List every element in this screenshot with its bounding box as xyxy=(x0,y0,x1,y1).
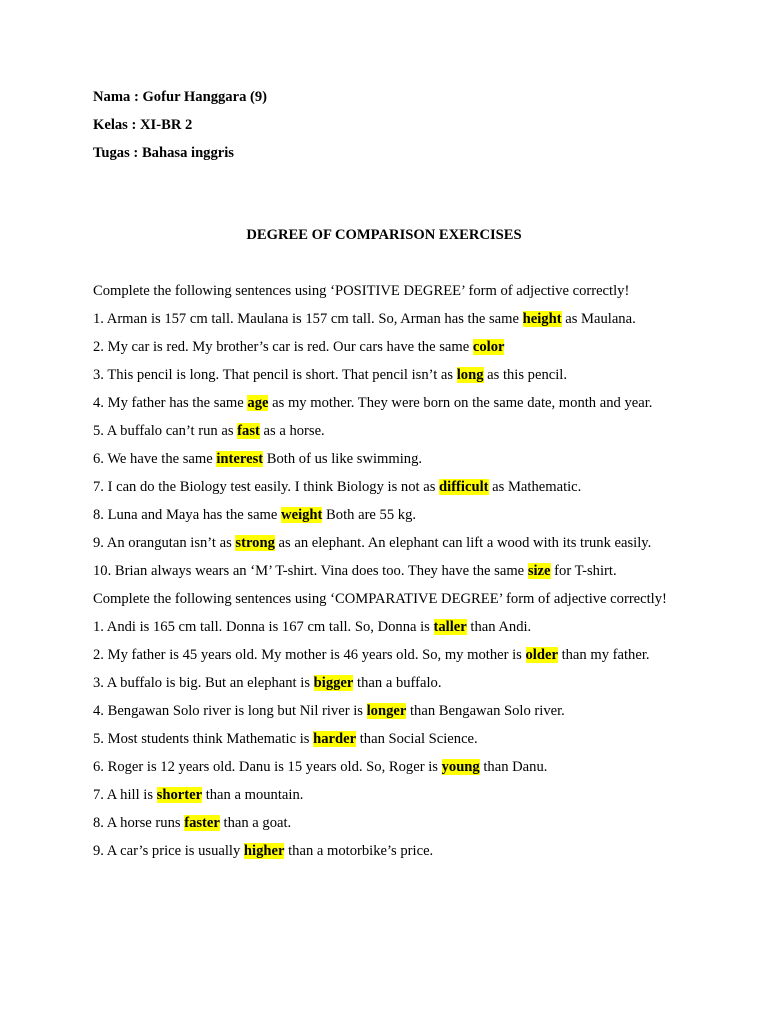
positive-instruction: Complete the following sentences using ‘POSITIVE DEGREE’ form of adjective correctly! xyxy=(93,283,630,299)
student-class: Kelas : XI-BR 2 xyxy=(93,117,193,133)
item-text: than Andi. xyxy=(466,619,532,635)
item-text: 5. A buffalo can’t run as xyxy=(93,423,238,439)
assignment-subject: Tugas : Bahasa inggris xyxy=(93,145,234,161)
comparative-item xyxy=(93,646,683,664)
answer-highlight: fast xyxy=(237,423,260,439)
item-text: 10. Brian always wears an ‘M’ T-shirt. Vina does too. They have the same xyxy=(93,563,528,579)
answer-highlight: faster xyxy=(184,815,220,831)
exercise-content xyxy=(93,282,683,870)
answer-highlight: taller xyxy=(433,619,467,635)
positive-item xyxy=(93,422,683,440)
comparative-item xyxy=(93,758,683,776)
item-text: than Bengawan Solo river. xyxy=(406,703,565,719)
positive-item xyxy=(93,450,683,468)
item-text: 9. An orangutan isn’t as xyxy=(93,535,236,551)
answer-highlight: interest xyxy=(216,451,264,467)
item-text: as my mother. They were born on the same date, month and year. xyxy=(268,395,653,411)
answer-highlight: long xyxy=(456,367,484,383)
item-text: than my father. xyxy=(557,647,650,663)
item-text: 4. Bengawan Solo river is long but Nil river is xyxy=(93,703,367,719)
answer-highlight: longer xyxy=(366,703,407,719)
student-header xyxy=(93,88,267,172)
answer-highlight: height xyxy=(522,311,562,327)
answer-highlight: strong xyxy=(235,535,275,551)
answer-highlight: young xyxy=(441,759,480,775)
positive-item xyxy=(93,562,683,580)
item-text: 7. A hill is xyxy=(93,787,157,803)
item-text: as this pencil. xyxy=(483,367,567,383)
item-text: than Danu. xyxy=(479,759,548,775)
comparative-item xyxy=(93,702,683,720)
comparative-item xyxy=(93,814,683,832)
answer-highlight: weight xyxy=(281,507,323,523)
item-text: 4. My father has the same xyxy=(93,395,248,411)
item-text: 8. Luna and Maya has the same xyxy=(93,507,282,523)
answer-highlight: size xyxy=(527,563,551,579)
answer-highlight: harder xyxy=(313,731,357,747)
item-text: 6. We have the same xyxy=(93,451,217,467)
item-text: 2. My car is red. My brother’s car is red. Our cars have the same xyxy=(93,339,473,355)
document-title: DEGREE OF COMPARISON EXERCISES xyxy=(246,227,522,243)
comparative-item xyxy=(93,730,683,748)
item-text: 6. Roger is 12 years old. Danu is 15 years old. So, Roger is xyxy=(93,759,442,775)
student-name: Nama : Gofur Hanggara (9) xyxy=(93,89,268,105)
answer-highlight: color xyxy=(472,339,505,355)
answer-highlight: difficult xyxy=(439,479,489,495)
item-text: 8. A horse runs xyxy=(93,815,185,831)
item-text: than a mountain. xyxy=(202,787,304,803)
item-text: than a buffalo. xyxy=(353,675,442,691)
positive-item xyxy=(93,534,683,552)
item-text: 5. Most students think Mathematic is xyxy=(93,731,314,747)
answer-highlight: bigger xyxy=(313,675,354,691)
answer-highlight: shorter xyxy=(156,787,203,803)
positive-item xyxy=(93,506,683,524)
answer-highlight: higher xyxy=(243,843,285,859)
item-text: 3. A buffalo is big. But an elephant is xyxy=(93,675,314,691)
answer-highlight: older xyxy=(525,647,558,663)
item-text: 9. A car’s price is usually xyxy=(93,843,244,859)
positive-item xyxy=(93,394,683,412)
item-text: Both of us like swimming. xyxy=(263,451,423,467)
positive-item xyxy=(93,478,683,496)
item-text: as an elephant. An elephant can lift a wood with its trunk easily. xyxy=(274,535,652,551)
item-text: 1. Arman is 157 cm tall. Maulana is 157 cm tall. So, Arman has the same xyxy=(93,311,523,327)
item-text: 3. This pencil is long. That pencil is short. That pencil isn’t as xyxy=(93,367,457,383)
item-text: as a horse. xyxy=(259,423,325,439)
item-text: 2. My father is 45 years old. My mother is 46 years old. So, my mother is xyxy=(93,647,526,663)
item-text: 7. I can do the Biology test easily. I think Biology is not as xyxy=(93,479,440,495)
comparative-item xyxy=(93,842,683,860)
positive-item xyxy=(93,366,683,384)
positive-item xyxy=(93,310,683,328)
item-text: for T-shirt. xyxy=(550,563,617,579)
item-text: than Social Science. xyxy=(356,731,478,747)
comparative-item xyxy=(93,674,683,692)
item-text: Both are 55 kg. xyxy=(322,507,417,523)
item-text: than a goat. xyxy=(219,815,292,831)
item-text: than a motorbike’s price. xyxy=(284,843,434,859)
item-text: 1. Andi is 165 cm tall. Donna is 167 cm tall. So, Donna is xyxy=(93,619,434,635)
positive-item xyxy=(93,338,683,356)
item-text: as Maulana. xyxy=(561,311,636,327)
comparative-item xyxy=(93,618,683,636)
comparative-instruction: Complete the following sentences using ‘COMPARATIVE DEGREE’ form of adjective correctly! xyxy=(93,591,667,607)
item-text: as Mathematic. xyxy=(488,479,582,495)
comparative-item xyxy=(93,786,683,804)
answer-highlight: age xyxy=(247,395,269,411)
